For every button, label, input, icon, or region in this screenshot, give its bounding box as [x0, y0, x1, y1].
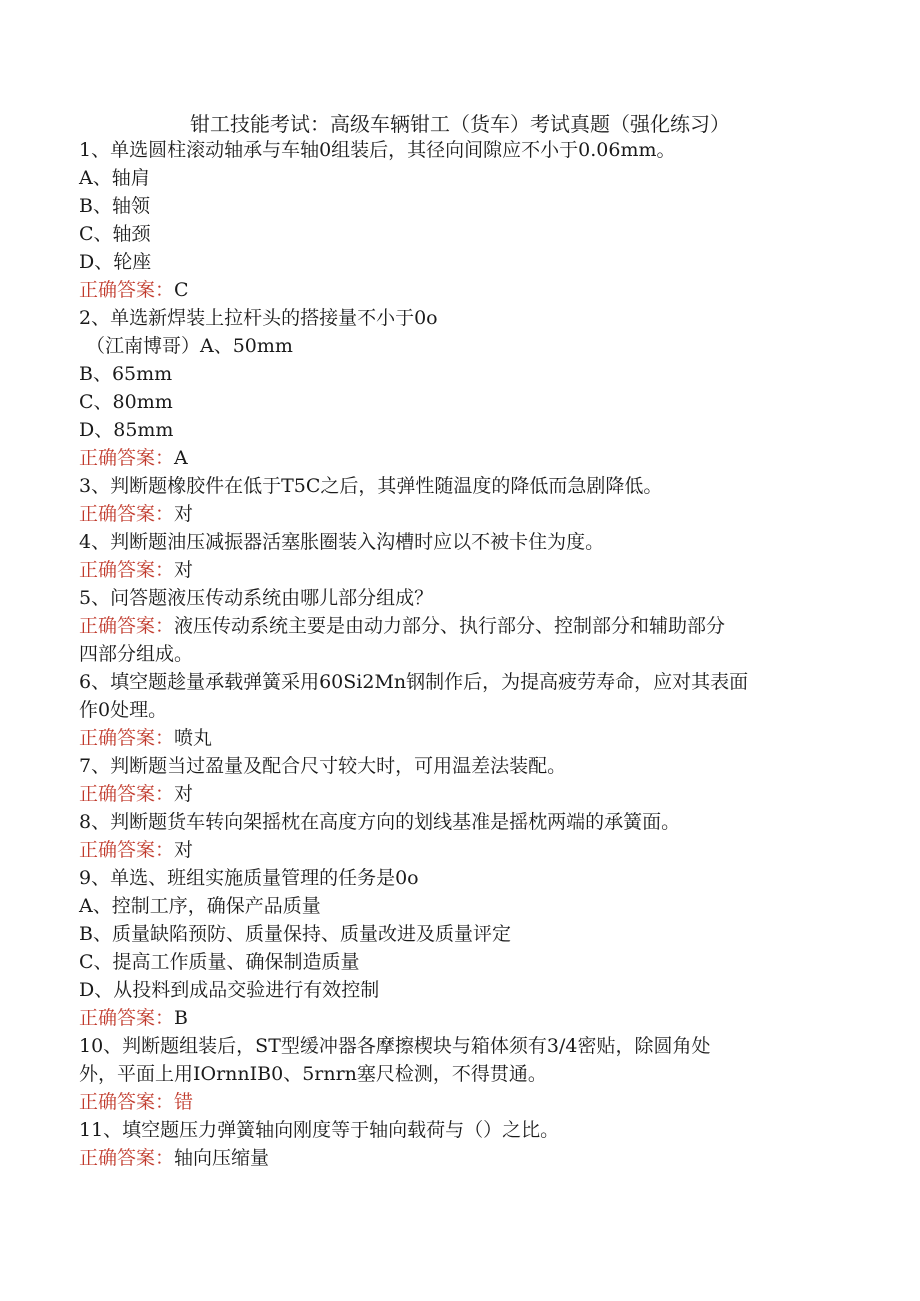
answer-value: 液压传动系统主要是由动力部分、执行部分、控制部分和辅助部分 — [174, 615, 726, 637]
question-5-answer-continued: 四部分组成。 — [79, 643, 194, 665]
question-9-answer — [79, 1004, 839, 1032]
question-9-option-b: B、质量缺陷预防、质量保持、质量改进及质量评定 — [79, 923, 511, 945]
question-4-stem: 4、判断题油压减振器活塞胀圈装入沟槽时应以不被卡住为度。 — [79, 531, 605, 553]
answer-value: 轴向压缩量 — [174, 1147, 270, 1169]
answer-value: 对 — [174, 503, 194, 525]
question-7-answer — [79, 780, 839, 808]
answer-value: 对 — [174, 839, 194, 861]
answer-value: 对 — [174, 559, 194, 581]
question-8-stem: 8、判断题货车转向架摇枕在高度方向的划线基准是摇枕两端的承簧面。 — [79, 811, 681, 833]
answer-label: 正确答案： — [79, 839, 175, 861]
answer-value: C — [174, 279, 189, 301]
question-9-stem: 9、单选、班组实施质量管理的任务是0o — [79, 867, 419, 889]
question-6-stem: 6、填空题趁量承载弹簧采用60Si2Mn钢制作后，为提高疲劳寿命，应对其表面 — [79, 671, 749, 693]
answer-value: 对 — [174, 783, 194, 805]
question-11-answer — [79, 1144, 839, 1172]
question-1-option-b: B、轴领 — [79, 195, 150, 217]
question-10-answer — [79, 1088, 839, 1116]
question-1-option-c: C、轴颈 — [79, 223, 151, 245]
question-3-answer — [79, 500, 839, 528]
question-1-answer — [79, 276, 839, 304]
question-2-answer — [79, 444, 839, 472]
answer-value: A — [174, 447, 188, 469]
question-1-stem: 1、单选圆柱滚动轴承与车轴0组装后，其径向间隙应不小于0.06mm。 — [79, 139, 676, 161]
answer-label: 正确答案： — [79, 1091, 175, 1113]
question-7-stem: 7、判断题当过盈量及配合尺寸较大时，可用温差法装配。 — [79, 755, 567, 777]
question-2-stem: 2、单选新焊装上拉杆头的搭接量不小于0o — [79, 307, 438, 329]
question-4-answer — [79, 556, 839, 584]
question-8-answer — [79, 836, 839, 864]
answer-value: B — [174, 1007, 188, 1029]
question-2-option-b: B、65mm — [79, 363, 173, 385]
question-2-option-c: C、80mm — [79, 391, 173, 413]
question-1-option-a: A、轴肩 — [79, 167, 150, 189]
question-11-stem: 11、填空题压力弹簧轴向刚度等于轴向载荷与（）之比。 — [79, 1119, 560, 1141]
question-2-option-d: D、85mm — [79, 419, 174, 441]
question-9-option-a: A、控制工序，确保产品质量 — [79, 895, 321, 917]
question-9-option-d: D、从投料到成品交验进行有效控制 — [79, 979, 380, 1001]
answer-label: 正确答案： — [79, 503, 175, 525]
document-title: 钳工技能考试：高级车辆钳工（货车）考试真题（强化练习） — [190, 112, 730, 136]
answer-value: 喷丸 — [174, 727, 213, 749]
question-5-answer — [79, 612, 839, 640]
question-1-option-d: D、轮座 — [79, 251, 152, 273]
question-10-stem: 10、判断题组装后，ST型缓冲器各摩擦楔块与箱体须有3/4密贴，除圆角处 — [79, 1035, 711, 1057]
answer-label: 正确答案： — [79, 1007, 175, 1029]
answer-label: 正确答案： — [79, 615, 175, 637]
question-3-stem: 3、判断题橡胶件在低于T5C之后，其弹性随温度的降低而急剧降低。 — [79, 475, 663, 497]
question-10-stem-continued: 外，平面上用IOrnnIB0、5rnrn塞尺检测，不得贯通。 — [79, 1063, 547, 1085]
answer-label: 正确答案： — [79, 783, 175, 805]
answer-value: 错 — [174, 1091, 194, 1113]
answer-label: 正确答案： — [79, 727, 175, 749]
answer-label: 正确答案： — [79, 447, 175, 469]
question-2-option-a: （江南博哥）A、50mm — [86, 335, 293, 357]
question-6-stem-continued: 作0处理。 — [79, 699, 168, 721]
answer-label: 正确答案： — [79, 559, 175, 581]
answer-label: 正确答案： — [79, 279, 175, 301]
question-6-answer — [79, 724, 839, 752]
question-5-stem: 5、问答题液压传动系统由哪儿部分组成？ — [79, 587, 434, 609]
answer-label: 正确答案： — [79, 1147, 175, 1169]
question-9-option-c: C、提高工作质量、确保制造质量 — [79, 951, 360, 973]
